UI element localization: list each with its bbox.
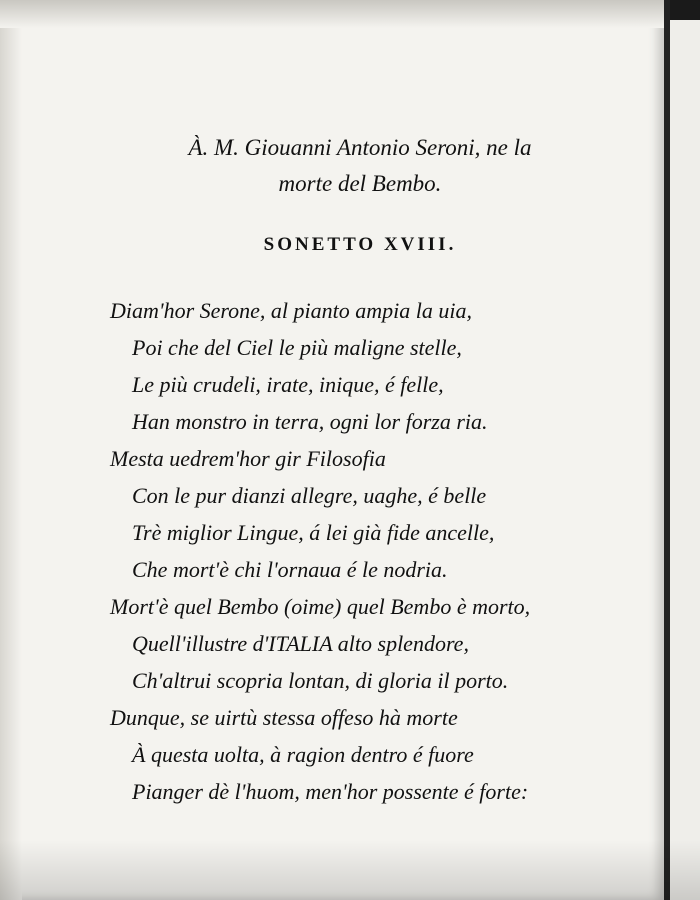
- verse-line: Mesta uedrem'hor gir Filosofia: [110, 446, 386, 471]
- verse-line: Pianger dè l'huom, men'hor possente é forte:: [132, 779, 529, 804]
- verse-line: Dunque, se uirtù stessa offeso hà morte: [110, 705, 458, 730]
- verse-line: Poi che del Ciel le più maligne stelle,: [132, 335, 462, 360]
- verse-line: À questa uolta, à ragion dentro é fuore: [132, 742, 474, 767]
- verse-line: Trè miglior Lingue, á lei già fide ancelle,: [132, 520, 495, 545]
- poem-heading: [120, 130, 600, 202]
- verse-line: Ch'altrui scopria lontan, di gloria il porto.: [132, 668, 509, 693]
- heading-line-2: morte del Bembo.: [278, 171, 442, 196]
- verse-line: Che mort'è chi l'ornaua é le nodria.: [132, 557, 448, 582]
- heading-line-1: À. M. Giouanni Antonio Seroni, ne la: [188, 135, 532, 160]
- verse-line: Diam'hor Serone, al pianto ampia la uia,: [110, 298, 472, 323]
- verse-line: Han monstro in terra, ogni lor forza ria.: [132, 409, 488, 434]
- verse-line: Le più crudeli, irate, inique, é felle,: [132, 372, 444, 397]
- verse-line: Mort'è quel Bembo (oime) quel Bembo è morto,: [110, 594, 531, 619]
- page-left-edge: [0, 0, 22, 900]
- page-top-edge: [0, 0, 664, 28]
- verse-line: Con le pur dianzi allegre, uaghe, é belle: [132, 483, 487, 508]
- verse-line: Quell'illustre d'ITALIA alto splendore,: [132, 631, 469, 656]
- sonnet-title: SONETTO XVIII.: [263, 234, 457, 255]
- page-shadow: [0, 840, 700, 900]
- facing-page-edge: [670, 20, 700, 900]
